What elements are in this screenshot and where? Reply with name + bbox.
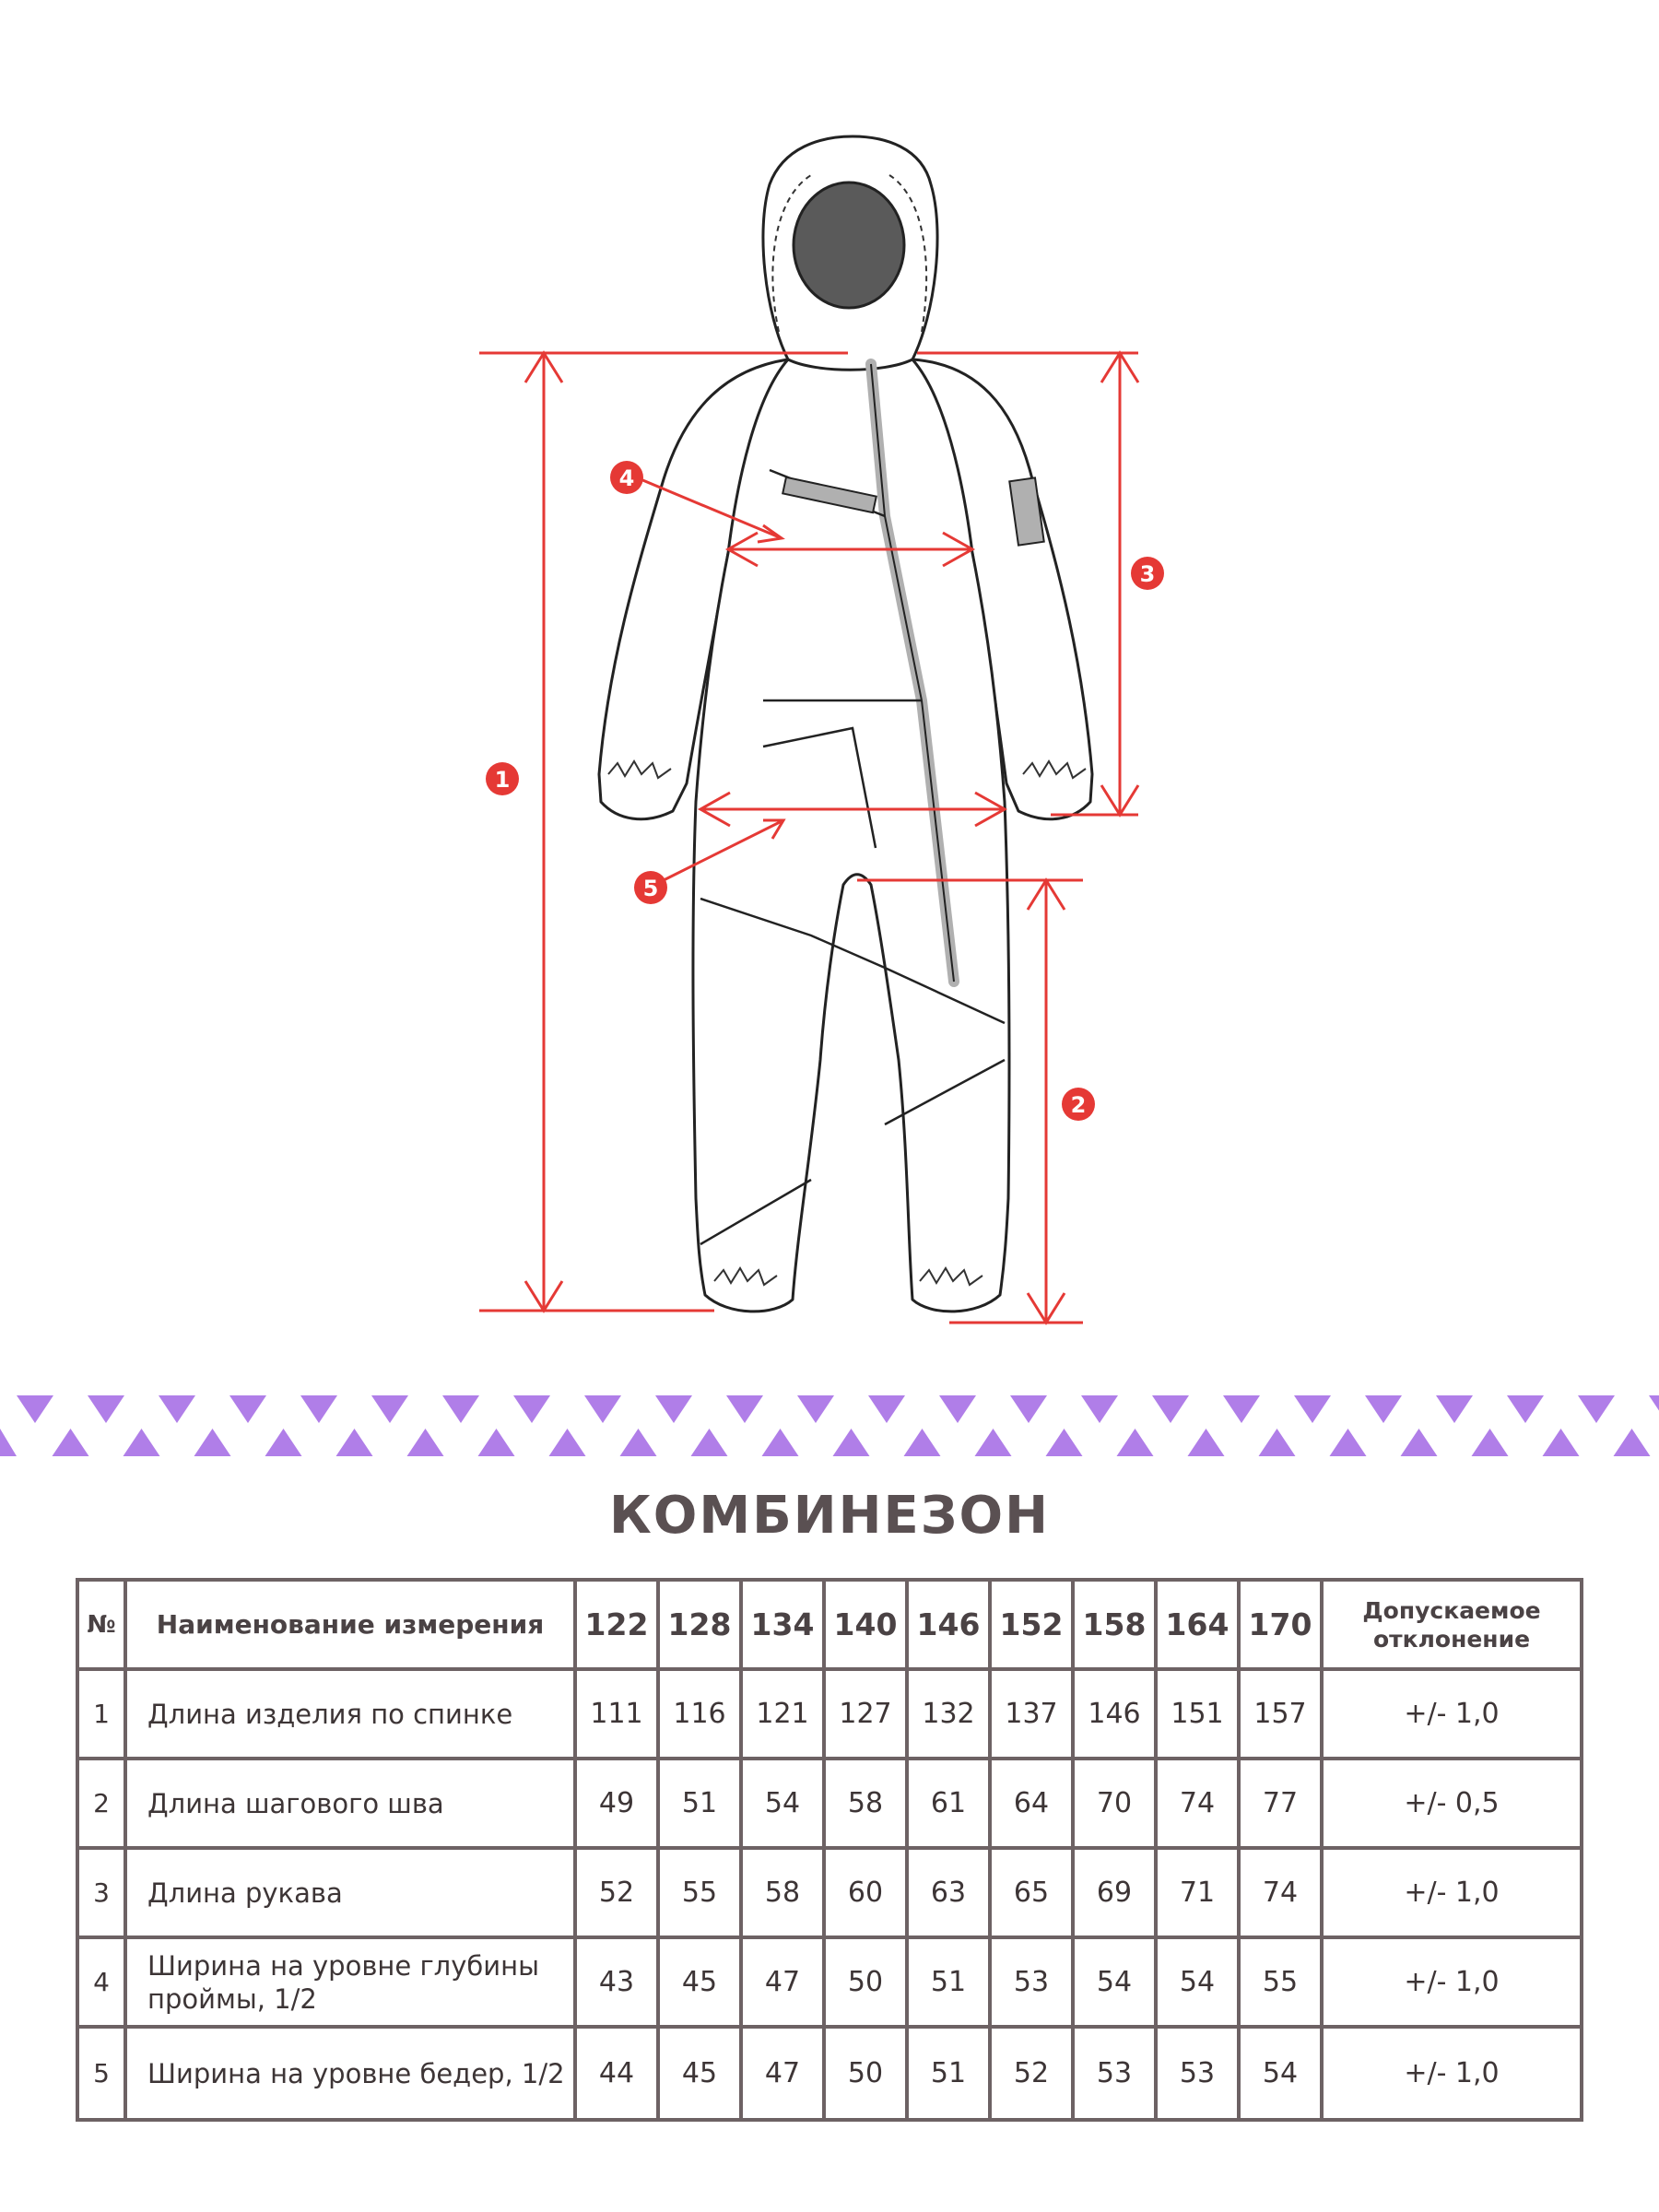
border-triangle-down [797, 1395, 834, 1423]
size-value: 116 [660, 1671, 743, 1760]
border-triangle-up [1046, 1429, 1083, 1456]
border-triangle-down [868, 1395, 905, 1423]
measurement-name: Длина рукава [127, 1850, 577, 1939]
size-value: 132 [909, 1671, 992, 1760]
border-triangle-down [1649, 1395, 1659, 1423]
border-triangle-up [0, 1429, 17, 1456]
measurement-name [127, 1939, 577, 2029]
size-value: 60 [826, 1850, 909, 1939]
border-triangle-up [691, 1429, 728, 1456]
border-triangle-down [159, 1395, 195, 1423]
measurement-name: Ширина на уровне бедер, 1/2 [127, 2029, 577, 2118]
header-size: 128 [660, 1582, 743, 1671]
row-number: 2 [79, 1760, 127, 1850]
row-number: 1 [79, 1671, 127, 1760]
header-size: 152 [992, 1582, 1075, 1671]
border-triangle-up [1472, 1429, 1509, 1456]
triangle-border [0, 1382, 1659, 1465]
size-value: 50 [826, 1939, 909, 2029]
border-triangle-down [88, 1395, 124, 1423]
border-triangle-down [371, 1395, 408, 1423]
tolerance-value: +/- 0,5 [1324, 1760, 1580, 1850]
size-value: 70 [1075, 1760, 1158, 1850]
border-triangle-up [124, 1429, 160, 1456]
header-tolerance [1324, 1582, 1580, 1671]
header-size: 170 [1241, 1582, 1324, 1671]
size-value: 54 [1075, 1939, 1158, 2029]
border-triangle-up [265, 1429, 302, 1456]
size-value: 63 [909, 1850, 992, 1939]
tolerance-value: +/- 1,0 [1324, 1850, 1580, 1939]
header-size: 164 [1158, 1582, 1241, 1671]
border-triangle-down [726, 1395, 763, 1423]
border-triangle-down [17, 1395, 53, 1423]
size-value: 54 [1241, 2029, 1324, 2118]
border-triangle-up [1259, 1429, 1296, 1456]
border-triangle-down [1081, 1395, 1118, 1423]
border-triangle-up [53, 1429, 89, 1456]
size-value: 137 [992, 1671, 1075, 1760]
header-tolerance-line1: Допускаемое [1362, 1596, 1541, 1624]
size-value: 53 [1075, 2029, 1158, 2118]
size-value: 47 [743, 2029, 826, 2118]
size-value: 127 [826, 1671, 909, 1760]
size-value: 52 [992, 2029, 1075, 2118]
size-value: 47 [743, 1939, 826, 2029]
row-number: 3 [79, 1850, 127, 1939]
size-value: 64 [992, 1760, 1075, 1850]
table-row [79, 1939, 1580, 2029]
border-triangle-down [655, 1395, 692, 1423]
border-triangle-down [1152, 1395, 1189, 1423]
size-value: 65 [992, 1850, 1075, 1939]
border-triangle-up [1188, 1429, 1225, 1456]
border-triangle-down [1578, 1395, 1615, 1423]
measurement-name: Длина шагового шва [127, 1760, 577, 1850]
size-value: 151 [1158, 1671, 1241, 1760]
size-value: 51 [660, 1760, 743, 1850]
size-value: 43 [577, 1939, 660, 2029]
header-size: 146 [909, 1582, 992, 1671]
size-value: 45 [660, 2029, 743, 2118]
row-number: 4 [79, 1939, 127, 2029]
border-triangle-up [833, 1429, 870, 1456]
border-triangle-down [513, 1395, 550, 1423]
size-value: 111 [577, 1671, 660, 1760]
jumpsuit-outline [599, 136, 1092, 1312]
border-triangle-up [407, 1429, 444, 1456]
border-triangle-down [1436, 1395, 1473, 1423]
size-value: 54 [1158, 1939, 1241, 2029]
border-triangle-up [1401, 1429, 1438, 1456]
border-triangle-up [1117, 1429, 1154, 1456]
header-size: 140 [826, 1582, 909, 1671]
table-row [79, 2029, 1580, 2118]
border-triangle-up [1614, 1429, 1651, 1456]
size-value: 53 [1158, 2029, 1241, 2118]
table-row [79, 1850, 1580, 1939]
border-triangle-down [939, 1395, 976, 1423]
size-value: 49 [577, 1760, 660, 1850]
border-triangle-down [1223, 1395, 1260, 1423]
size-value: 74 [1158, 1760, 1241, 1850]
measurement-name-line1: Ширина на уровне глубины [147, 1949, 539, 1982]
border-triangle-down [1294, 1395, 1331, 1423]
size-value: 55 [1241, 1939, 1324, 2029]
tolerance-value: +/- 1,0 [1324, 1671, 1580, 1760]
page-title: КОМБИНЕЗОН [608, 1486, 1051, 1546]
size-value: 61 [909, 1760, 992, 1850]
border-triangle-down [229, 1395, 266, 1423]
size-value: 74 [1241, 1850, 1324, 1939]
border-triangle-down [300, 1395, 337, 1423]
size-value: 71 [1158, 1850, 1241, 1939]
border-triangle-up [904, 1429, 941, 1456]
header-size: 122 [577, 1582, 660, 1671]
border-triangle-up [1543, 1429, 1580, 1456]
border-triangle-down [584, 1395, 621, 1423]
size-value: 121 [743, 1671, 826, 1760]
marker-3-label: 3 [1139, 561, 1156, 587]
size-value: 69 [1075, 1850, 1158, 1939]
table-row [79, 1671, 1580, 1760]
marker-4-label: 4 [618, 465, 635, 491]
size-value: 51 [909, 1939, 992, 2029]
measurement-name: Длина изделия по спинке [127, 1671, 577, 1760]
border-triangle-down [1010, 1395, 1047, 1423]
border-triangle-up [975, 1429, 1012, 1456]
header-no: № [79, 1582, 127, 1671]
header-size: 158 [1075, 1582, 1158, 1671]
border-triangle-up [478, 1429, 515, 1456]
table-row [79, 1760, 1580, 1850]
size-value: 77 [1241, 1760, 1324, 1850]
border-triangle-up [620, 1429, 657, 1456]
size-value: 54 [743, 1760, 826, 1850]
tolerance-value: +/- 1,0 [1404, 2057, 1500, 2089]
size-value: 146 [1075, 1671, 1158, 1760]
size-value: 51 [909, 2029, 992, 2118]
size-value: 53 [992, 1939, 1075, 2029]
border-triangle-down [1507, 1395, 1544, 1423]
size-value: 157 [1241, 1671, 1324, 1760]
border-triangle-down [442, 1395, 479, 1423]
marker-1-label: 1 [494, 767, 511, 793]
size-value: 58 [743, 1850, 826, 1939]
size-table [76, 1578, 1583, 2122]
header-name: Наименование измерения [127, 1582, 577, 1671]
tolerance-value: +/- 1,0 [1324, 1939, 1580, 2029]
size-value: 44 [577, 2029, 660, 2118]
row-number: 5 [79, 2029, 127, 2118]
marker-5-label: 5 [642, 876, 659, 901]
size-value: 50 [826, 2029, 909, 2118]
table-header-row [79, 1582, 1580, 1671]
measurement-name-line2: проймы, 1/2 [147, 1983, 317, 2015]
size-value: 58 [826, 1760, 909, 1850]
header-size: 134 [743, 1582, 826, 1671]
border-triangle-up [762, 1429, 799, 1456]
marker-2-label: 2 [1070, 1092, 1087, 1118]
border-triangle-down [1365, 1395, 1402, 1423]
size-value: 55 [660, 1850, 743, 1939]
header-tolerance-line2: отклонение [1372, 1625, 1531, 1653]
border-triangle-up [194, 1429, 231, 1456]
size-value: 45 [660, 1939, 743, 2029]
size-value: 52 [577, 1850, 660, 1939]
border-triangle-up [1330, 1429, 1367, 1456]
border-triangle-up [549, 1429, 586, 1456]
hood-face-opening [794, 182, 904, 308]
border-triangle-up [336, 1429, 373, 1456]
